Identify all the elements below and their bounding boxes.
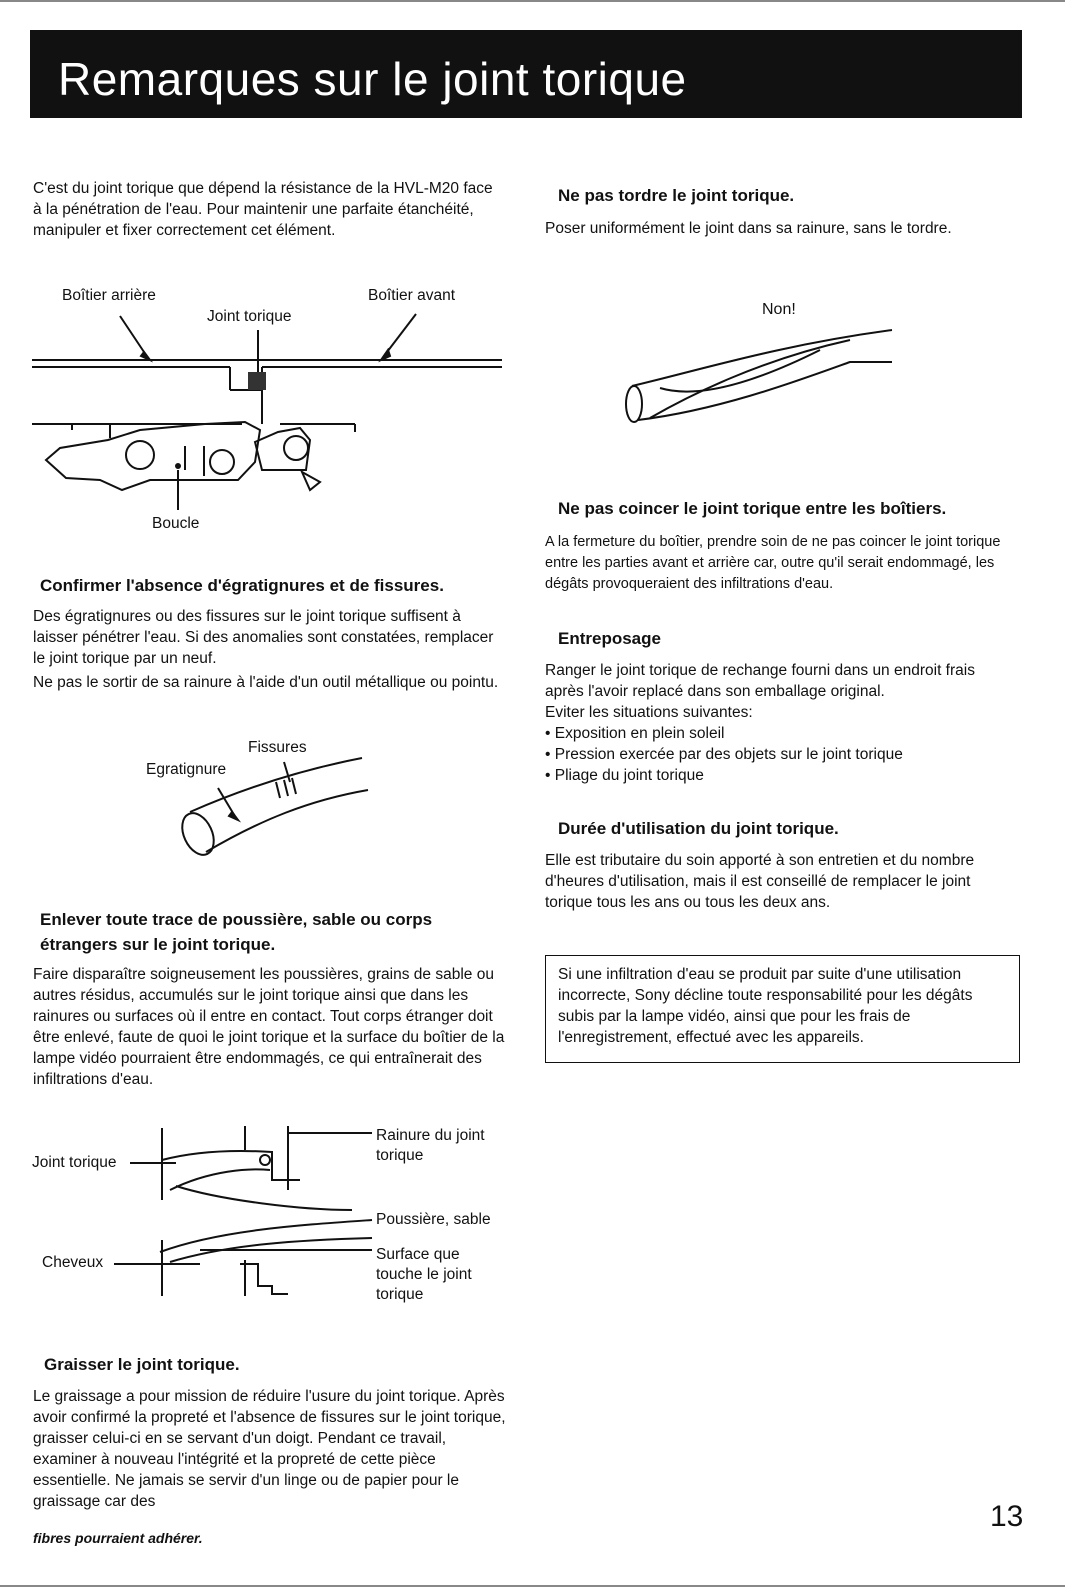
heading-twist: Ne pas tordre le joint torique. xyxy=(558,186,795,205)
dust-body: Faire disparaître soigneusement les poussières, grains de sable ou autres résidus, accumulés sur le joint torique ainsi que dans les rainures ou surfaces où il entre en contact. Tout corps étranger doit être enlevé, faute de quoi le joint torique et la surface du boîtier de la lampe vidéo pourraient être endommagés, ce qui entraînerait des infiltrations d'eau. xyxy=(33,966,505,1088)
list-item: • Pliage du joint torique xyxy=(545,765,1015,786)
heading-pinch: Ne pas coincer le joint torique entre les boîtiers. xyxy=(558,499,947,518)
label-groove: Rainure du joint torique xyxy=(376,1127,485,1164)
list-item: • Exposition en plein soleil xyxy=(545,723,1015,744)
grease-body-continued: fibres pourraient adhérer. xyxy=(33,1530,203,1546)
lifetime-body: Elle est tributaire du soin apporté à son entretien et du nombre d'heures d'utilisation, mais il est conseillé de remplacer le joint torique tous les ans ou tous les deux ans. xyxy=(545,852,975,911)
heading-grease: Graisser le joint torique. xyxy=(44,1355,240,1374)
page-title: Remarques sur le joint torique xyxy=(58,53,687,105)
label-front-housing: Boîtier avant xyxy=(368,287,456,304)
label-scratch: Egratignure xyxy=(146,761,227,778)
label-cracks: Fissures xyxy=(248,739,307,756)
pinch-body: A la fermeture du boîtier, prendre soin de ne pas coincer le joint torique entre les parties avant et arrière car, outre qu'il serait endommagé, les dégâts provoqueraient des infiltrations d'eau. xyxy=(545,534,1001,592)
list-item: • Pression exercée par des objets sur le joint torique xyxy=(545,744,1015,765)
intro-paragraph: C'est du joint torique que dépend la résistance de la HVL-M20 face à la pénétration de l'eau. Pour maintenir une parfaite étanchéité, manipuler et fixer correctement cet élément. xyxy=(33,180,493,239)
heading-lifetime: Durée d'utilisation du joint torique. xyxy=(558,819,839,838)
heading-scratches: Confirmer l'absence d'égratignures et de fissures. xyxy=(40,576,444,595)
label-no: Non! xyxy=(762,301,796,318)
heading-dust: Enlever toute trace de poussière, sable ou corps étrangers sur le joint torique. xyxy=(40,910,433,954)
label-oring-2: Joint torique xyxy=(32,1154,117,1171)
label-dust-sand: Poussière, sable xyxy=(376,1211,491,1228)
label-rear-housing: Boîtier arrière xyxy=(62,287,156,304)
twist-body: Poser uniformément le joint dans sa rainure, sans le tordre. xyxy=(545,220,952,237)
notice-box xyxy=(545,955,1020,1063)
label-buckle: Boucle xyxy=(152,515,200,532)
grease-body: Le graissage a pour mission de réduire l'usure du joint torique. Après avoir confirmé la propreté et l'absence de fissures sur le joint torique, graisser celui-ci en se servant d'un doigt. Pendant ce travail, examiner à nouveau l'intégrité et la propreté de cette pièce essentielle. Ne jamais se servir d'un linge ou de papier pour le graissage car des xyxy=(33,1388,506,1510)
heading-storage: Entreposage xyxy=(558,629,661,648)
storage-avoid: Eviter les situations suivantes: xyxy=(545,704,753,721)
label-hair: Cheveux xyxy=(42,1254,104,1271)
storage-body: Ranger le joint torique de rechange fourni dans un endroit frais après l'avoir replacé dans son emballage original. xyxy=(545,662,975,700)
scratches-body-1: Des égratignures ou des fissures sur le joint torique suffisent à laisser pénétrer l'eau. Si des anomalies sont constatées, remplacer le joint torique par un neuf. xyxy=(33,608,494,667)
page-number: 13 xyxy=(990,1500,1024,1533)
label-oring: Joint torique xyxy=(207,308,292,325)
twisted-oring-drawing xyxy=(0,0,1065,440)
storage-list xyxy=(545,723,1015,786)
notice-text: Si une infiltration d'eau se produit par suite d'une utilisation incorrecte, Sony décline toute responsabilité pour les dégâts subis par la lampe vidéo, ainsi que pour les frais de l'enregistrement, effectué avec les appareils. xyxy=(558,966,973,1046)
scratches-body-2: Ne pas le sortir de sa rainure à l'aide d'un outil métallique ou pointu. xyxy=(33,674,499,691)
label-contact-surface: Surface que touche le joint torique xyxy=(376,1246,472,1303)
